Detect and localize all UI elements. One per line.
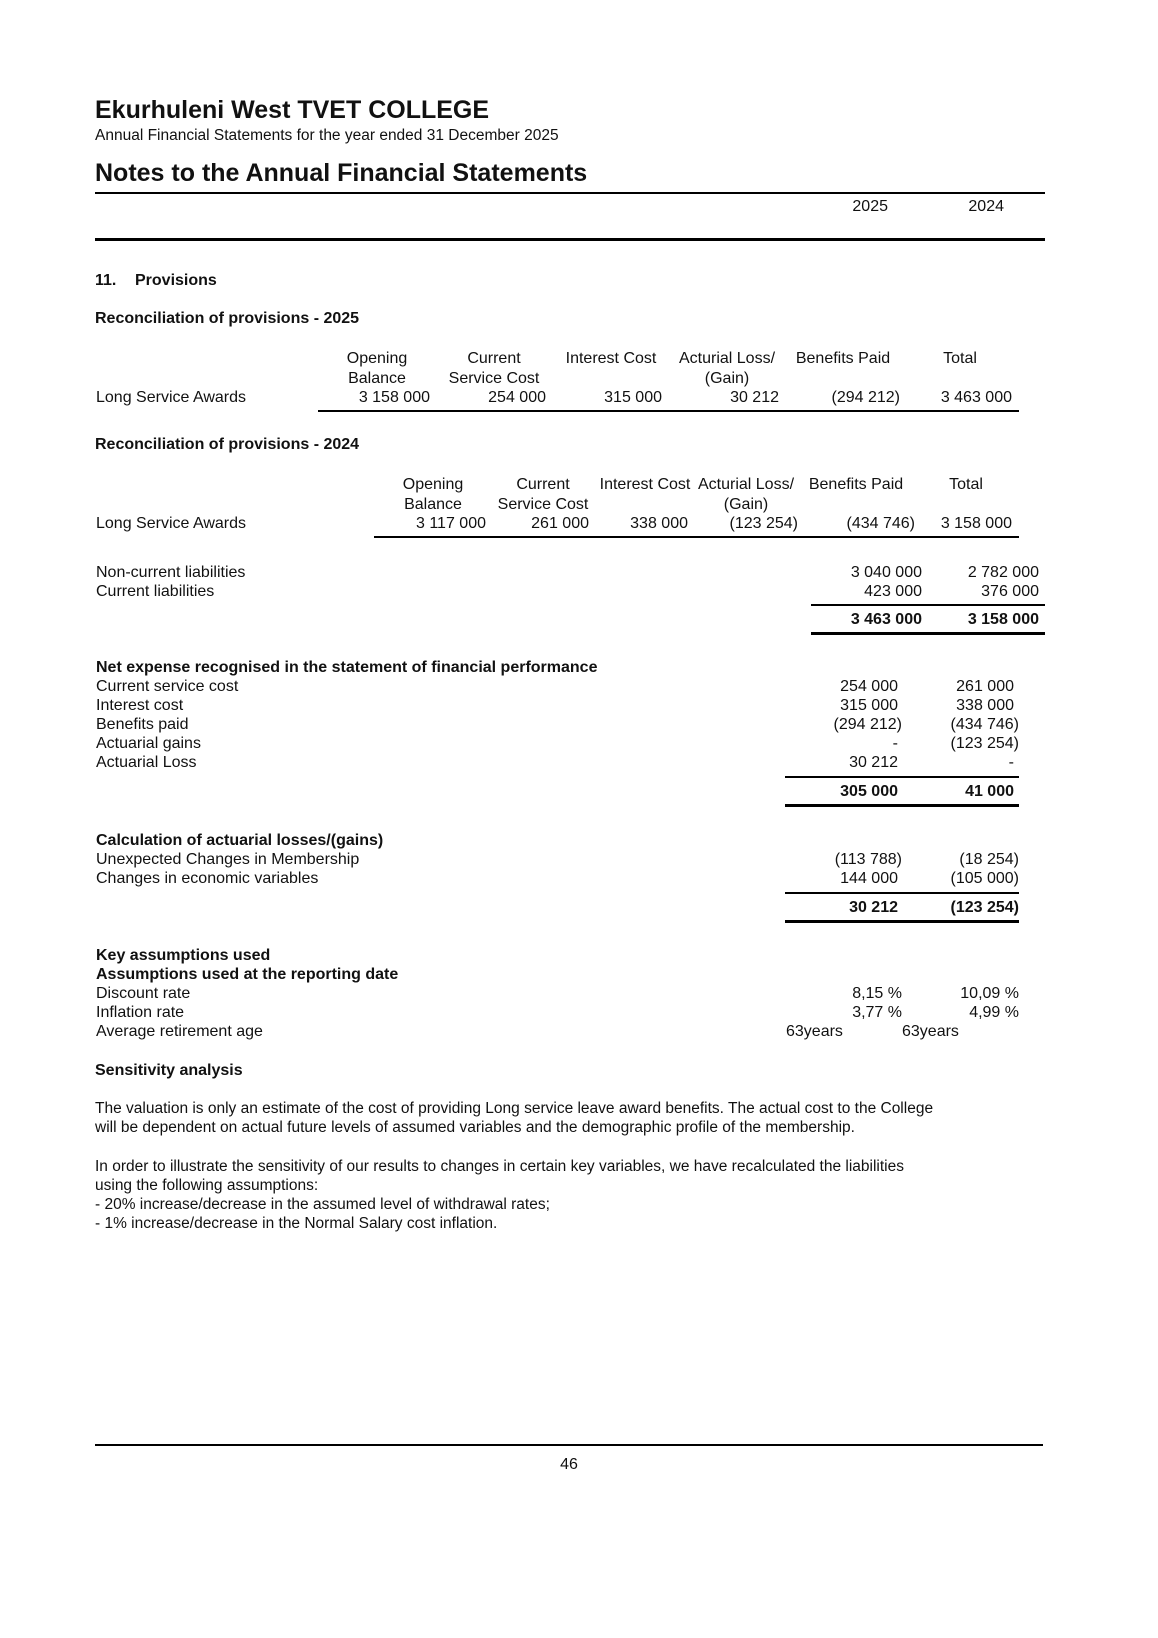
recon-2025-opening-value: 3 158 000 xyxy=(358,389,430,406)
liability-value-prior-year: 376 000 xyxy=(981,583,1039,600)
recon-2025-benefits-value: (294 212) xyxy=(831,389,900,406)
assumption-value-current-year: 3,77 % xyxy=(852,1004,902,1021)
header-rule xyxy=(95,192,1045,194)
actuarial-label: Changes in economic variables xyxy=(96,870,319,887)
net-expense-value-current-year: 254 000 xyxy=(840,678,898,695)
assumptions-subtitle: Assumptions used at the reporting date xyxy=(96,966,399,983)
actuarial-value-current-year: (113 788) xyxy=(834,851,902,868)
liability-value-prior-year: 2 782 000 xyxy=(967,564,1039,581)
note-title: Provisions xyxy=(135,272,217,289)
actuarial-value-current-year: 144 000 xyxy=(840,870,898,887)
recon-2024-header-actuarial: Acturial Loss/ (Gain) xyxy=(697,476,795,513)
recon-2025-header-actuarial: Acturial Loss/ (Gain) xyxy=(678,350,776,387)
net-expense-label: Benefits paid xyxy=(96,716,189,733)
assumption-value-prior-year: 63years xyxy=(902,1023,959,1040)
actuarial-value-prior-year: (105 000) xyxy=(950,870,1019,887)
liability-label: Current liabilities xyxy=(96,583,215,600)
year-current-header: 2025 xyxy=(852,198,888,215)
footer-rule xyxy=(95,1444,1043,1446)
recon-2024-total-value: 3 158 000 xyxy=(940,515,1012,532)
liability-value-current-year: 3 040 000 xyxy=(850,564,922,581)
liabilities-total-top-rule xyxy=(811,604,1045,606)
year-prior-header: 2024 xyxy=(968,198,1004,215)
assumptions-title: Key assumptions used xyxy=(96,947,271,964)
actuarial-total-current-year: 30 212 xyxy=(849,899,898,916)
net-expense-value-current-year: (294 212) xyxy=(833,716,902,733)
net-expense-value-current-year: 30 212 xyxy=(849,754,898,771)
organisation-name: Ekurhuleni West TVET COLLEGE xyxy=(95,96,490,124)
recon-2024-header-interest: Interest Cost xyxy=(599,476,691,493)
sensitivity-paragraph-2-line-1: In order to illustrate the sensitivity of our results to changes in certain key variables, we have recalculated the liabilities xyxy=(95,1158,904,1175)
recon-2024-rule xyxy=(374,536,1019,538)
net-expense-total-current-year: 305 000 xyxy=(840,783,898,800)
recon-2025-row-label: Long Service Awards xyxy=(96,389,247,406)
net-expense-total-top-rule xyxy=(785,776,1019,778)
net-expense-value-prior-year: - xyxy=(1008,754,1014,771)
net-expense-label: Interest cost xyxy=(96,697,184,714)
recon-2024-header-opening: Opening Balance xyxy=(402,476,464,513)
actuarial-label: Unexpected Changes in Membership xyxy=(96,851,360,868)
liabilities-total-current-year: 3 463 000 xyxy=(850,611,922,628)
recon-2024-header-service-cost: Current Service Cost xyxy=(497,476,589,513)
recon-2024-interest-value: 338 000 xyxy=(630,515,688,532)
assumption-value-current-year: 63years xyxy=(786,1023,843,1040)
assumption-label: Discount rate xyxy=(96,985,191,1002)
actuarial-total-top-rule xyxy=(785,892,1019,894)
actuarial-title: Calculation of actuarial losses/(gains) xyxy=(96,832,384,849)
sensitivity-bullet: - 1% increase/decrease in the Normal Salary cost inflation. xyxy=(95,1215,498,1232)
sensitivity-paragraph-1-line-2: will be dependent on actual future levels of assumed variables and the demographic profile of the membership. xyxy=(95,1119,855,1136)
document-subtitle: Annual Financial Statements for the year ended 31 December 2025 xyxy=(95,127,559,144)
net-expense-value-prior-year: (434 746) xyxy=(950,716,1019,733)
recon-2024-header-benefits: Benefits Paid xyxy=(808,476,904,493)
header-bottom-rule xyxy=(95,238,1045,241)
sensitivity-paragraph-2-line-2: using the following assumptions: xyxy=(95,1177,319,1194)
assumption-value-prior-year: 4,99 % xyxy=(969,1004,1019,1021)
liabilities-total-prior-year: 3 158 000 xyxy=(967,611,1039,628)
net-expense-value-current-year: 315 000 xyxy=(840,697,898,714)
net-expense-value-prior-year: 261 000 xyxy=(956,678,1014,695)
liability-value-current-year: 423 000 xyxy=(864,583,922,600)
recon-2025-rule xyxy=(318,410,1019,412)
net-expense-total-bottom-rule xyxy=(785,804,1019,807)
recon-2025-interest-value: 315 000 xyxy=(604,389,662,406)
note-number: 11. xyxy=(95,272,117,289)
assumption-value-current-year: 8,15 % xyxy=(852,985,902,1002)
recon-2024-benefits-value: (434 746) xyxy=(846,515,915,532)
recon-2024-actuarial-value: (123 254) xyxy=(729,515,798,532)
net-expense-total-prior-year: 41 000 xyxy=(965,783,1014,800)
net-expense-title: Net expense recognised in the statement of financial performance xyxy=(96,659,598,676)
recon-2025-total-value: 3 463 000 xyxy=(940,389,1012,406)
recon-2025-header-opening: Opening Balance xyxy=(346,350,408,387)
recon-2024-service-cost-value: 261 000 xyxy=(531,515,589,532)
net-expense-value-prior-year: (123 254) xyxy=(950,735,1019,752)
section-title: Notes to the Annual Financial Statements xyxy=(95,159,588,187)
recon-2024-title: Reconciliation of provisions - 2024 xyxy=(95,436,360,453)
sensitivity-title: Sensitivity analysis xyxy=(95,1062,243,1079)
assumption-value-prior-year: 10,09 % xyxy=(960,985,1019,1002)
recon-2024-opening-value: 3 117 000 xyxy=(416,515,486,532)
page-number: 46 xyxy=(560,1456,578,1473)
actuarial-value-prior-year: (18 254) xyxy=(959,851,1019,868)
recon-2024-row-label: Long Service Awards xyxy=(96,515,247,532)
liabilities-total-bottom-rule xyxy=(811,632,1045,635)
liability-label: Non-current liabilities xyxy=(96,564,246,581)
sensitivity-paragraph-1-line-1: The valuation is only an estimate of the cost of providing Long service leave award benefits. The actual cost to the College xyxy=(95,1100,934,1117)
assumption-label: Average retirement age xyxy=(96,1023,263,1040)
recon-2025-title: Reconciliation of provisions - 2025 xyxy=(95,310,360,327)
recon-2024-header-total: Total xyxy=(949,476,983,493)
actuarial-total-prior-year: (123 254) xyxy=(950,899,1019,916)
actuarial-total-bottom-rule xyxy=(785,920,1019,923)
sensitivity-bullet: - 20% increase/decrease in the assumed level of withdrawal rates; xyxy=(95,1196,550,1213)
recon-2025-actuarial-value: 30 212 xyxy=(730,389,779,406)
net-expense-label: Actuarial Loss xyxy=(96,754,197,771)
net-expense-value-prior-year: 338 000 xyxy=(956,697,1014,714)
recon-2025-header-benefits: Benefits Paid xyxy=(795,350,891,367)
recon-2025-header-total: Total xyxy=(943,350,977,367)
recon-2025-header-service-cost: Current Service Cost xyxy=(448,350,540,387)
recon-2025-header-interest: Interest Cost xyxy=(565,350,657,367)
recon-2025-service-cost-value: 254 000 xyxy=(488,389,546,406)
net-expense-label: Actuarial gains xyxy=(96,735,201,752)
net-expense-value-current-year: - xyxy=(892,735,898,752)
assumption-label: Inflation rate xyxy=(96,1004,185,1021)
net-expense-label: Current service cost xyxy=(96,678,239,695)
